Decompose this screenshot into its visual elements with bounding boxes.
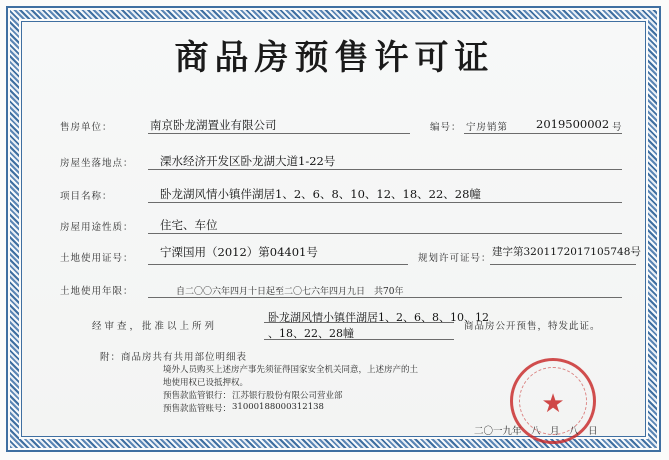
issue-date: 二〇一九年 八 月 八 日 bbox=[474, 426, 598, 437]
project-underline bbox=[148, 202, 622, 203]
bank-label: 预售款监管银行： bbox=[163, 391, 232, 401]
approval-text: 经审查，批准以上所列 bbox=[92, 321, 218, 332]
attachment-heading: 附：商品房共有共用部位明细表 bbox=[100, 352, 248, 363]
usage-label: 房屋用途性质： bbox=[60, 222, 134, 233]
number-suffix: 号 bbox=[612, 122, 623, 133]
approval-underline-2 bbox=[264, 339, 454, 340]
attachment-note-1: 境外人员购买上述房产事先须征得国家安全机关同意，上述房产的土 bbox=[163, 365, 419, 375]
planning-label: 规划许可证号： bbox=[418, 253, 492, 264]
project-value: 卧龙湖风情小镇伴湖居1、2、6、8、10、12、18、22、28幢 bbox=[160, 187, 481, 201]
account-value: 31000188000312138 bbox=[232, 402, 324, 412]
seller-label: 售房单位： bbox=[60, 122, 113, 133]
bank-value: 江苏银行股份有限公司营业部 bbox=[232, 391, 343, 401]
land-term-underline bbox=[148, 297, 622, 298]
land-term-years: 共70年 bbox=[374, 287, 404, 297]
account-label: 预售款监管账号： bbox=[163, 404, 232, 414]
number-label: 编号： bbox=[430, 122, 462, 133]
number-value: 2019500002 bbox=[536, 117, 610, 131]
location-underline bbox=[148, 169, 622, 170]
approval-tail: 商品房公开预售，特发此证。 bbox=[464, 321, 601, 332]
planning-value: 建字第3201172017105748号 bbox=[492, 246, 641, 258]
approval-underline-1 bbox=[264, 322, 454, 323]
approval-line-2: 、18、22、28幢 bbox=[268, 327, 354, 340]
project-label: 项目名称： bbox=[60, 191, 113, 202]
land-cert-value: 宁溧国用（2012）第04401号 bbox=[160, 245, 318, 259]
number-underline bbox=[464, 133, 622, 134]
usage-underline bbox=[148, 233, 622, 234]
location-label: 房屋坐落地点： bbox=[60, 158, 134, 169]
seller-underline bbox=[148, 133, 410, 134]
land-cert-underline bbox=[148, 264, 408, 265]
seal-star-icon: ★ bbox=[541, 389, 565, 419]
land-cert-label: 土地使用证号： bbox=[60, 253, 134, 264]
certificate-title: 商品房预售许可证 bbox=[174, 38, 495, 78]
planning-underline bbox=[490, 264, 636, 265]
attachment-note-2: 地使用权已设抵押权。 bbox=[163, 378, 249, 388]
number-prefix: 宁房销第 bbox=[466, 122, 509, 133]
approval-line-1: 卧龙湖风情小镇伴湖居1、2、6、8、10、12 bbox=[268, 311, 489, 324]
location-value: 溧水经济开发区卧龙湖大道1-22号 bbox=[160, 154, 336, 168]
land-term-value: 自二〇〇六年四月十日起至二〇七六年四月九日 bbox=[176, 287, 366, 297]
seller-value: 南京卧龙湖置业有限公司 bbox=[150, 118, 277, 132]
land-term-label: 土地使用年限： bbox=[60, 286, 134, 297]
usage-value: 住宅、车位 bbox=[160, 218, 218, 232]
